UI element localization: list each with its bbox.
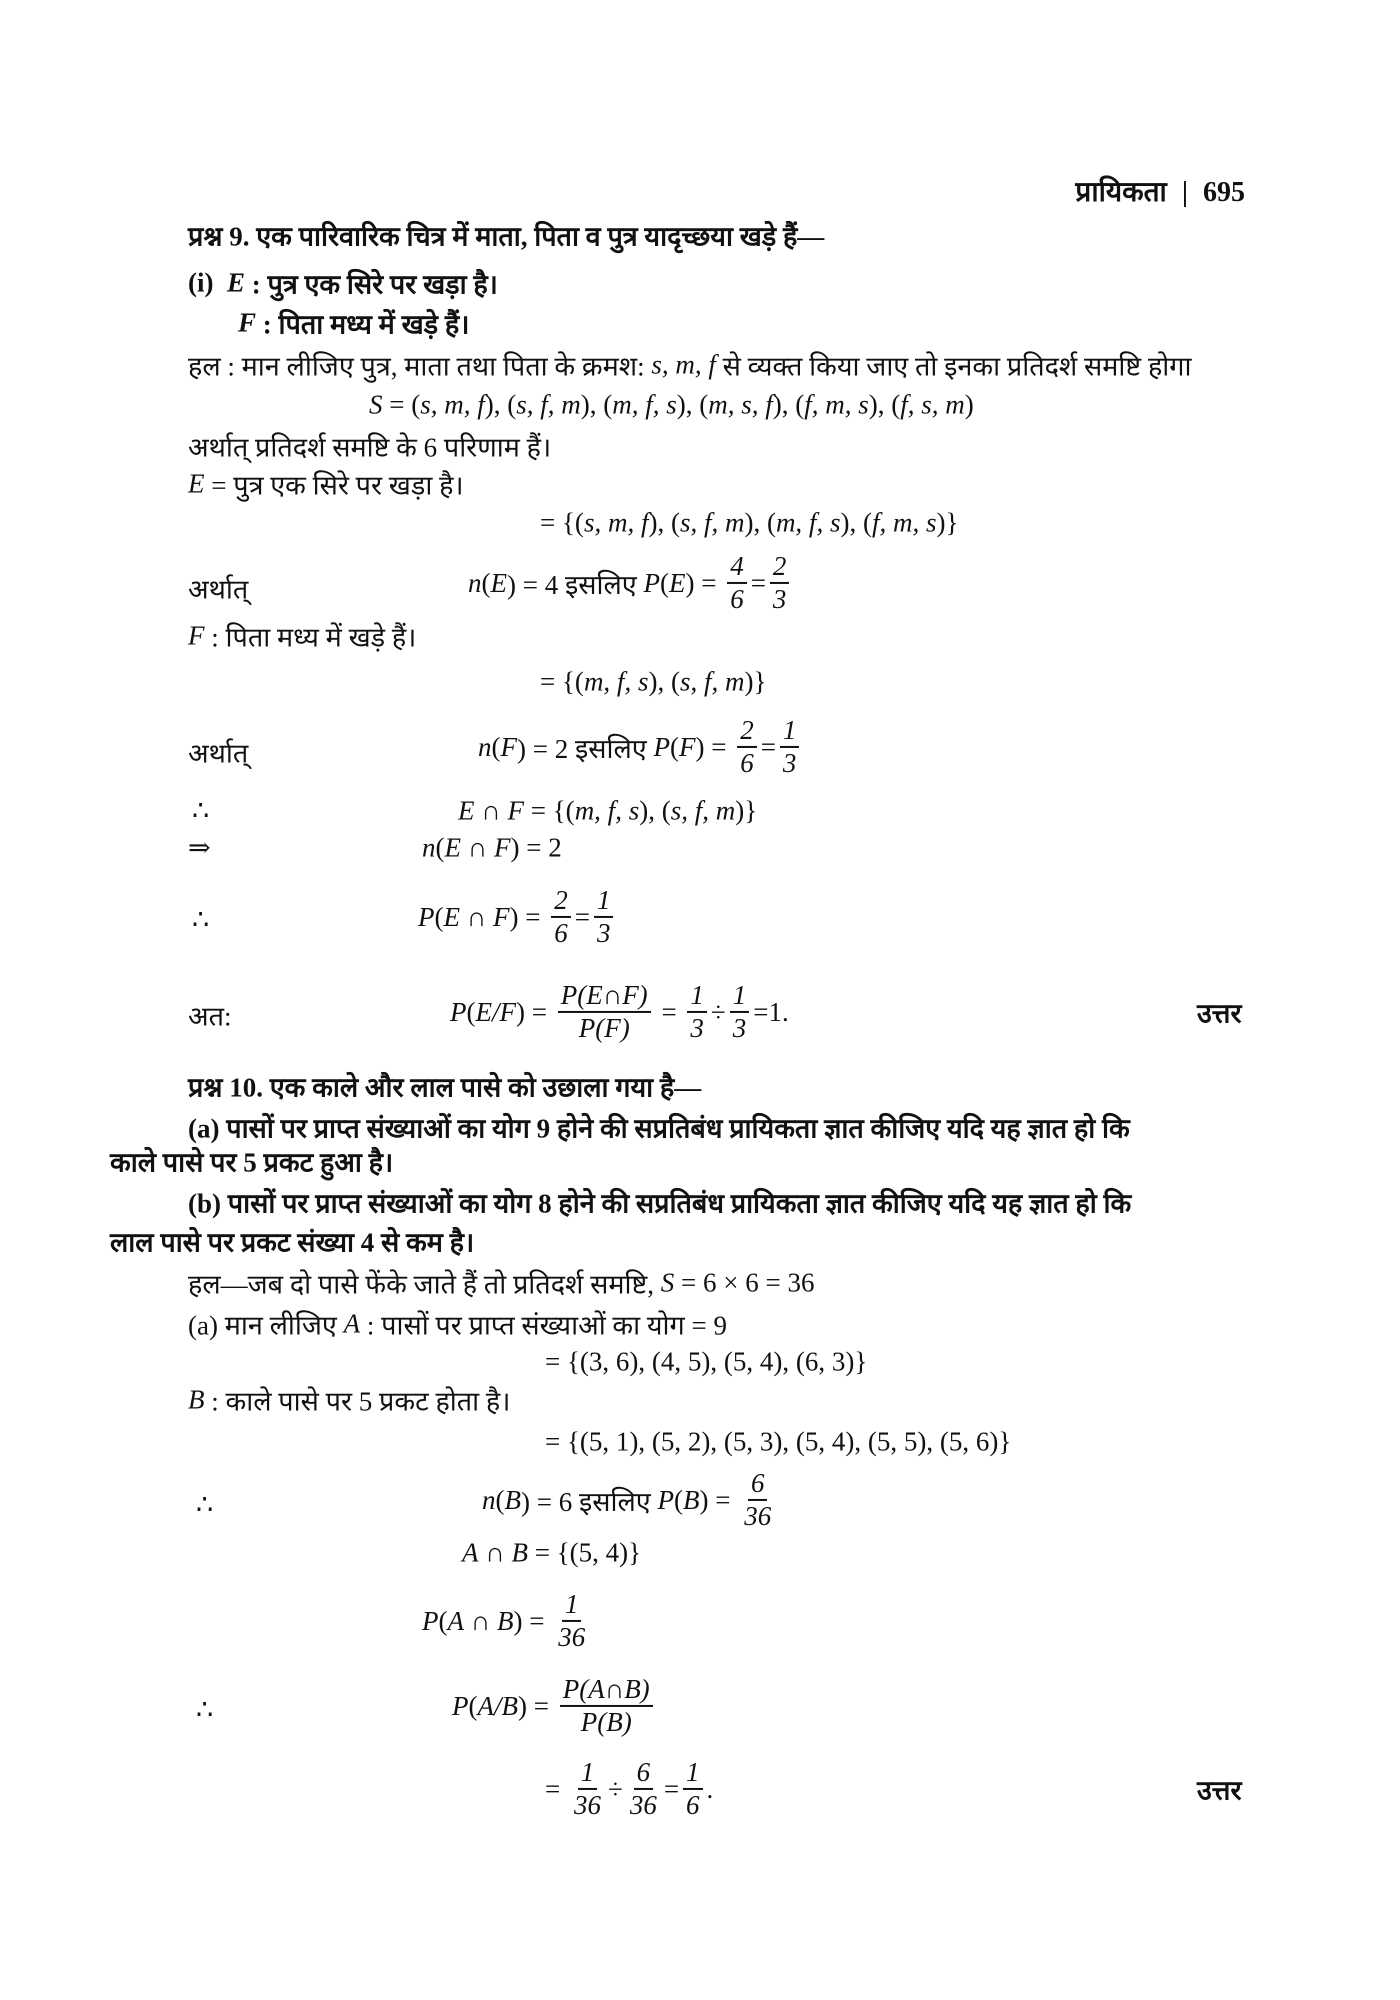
text-segment: ) = [509,901,548,932]
math-variable: F [238,307,257,338]
math-variable: B [188,1384,205,1415]
math-variable: B [504,1484,521,1515]
math-variable: E [188,468,205,499]
text-segment: = [663,1773,680,1804]
math-variable: E [668,567,686,598]
fraction-denominator: 6 [730,584,744,614]
fraction-denominator: 6 [740,748,754,778]
text-segment: = [545,1773,567,1804]
event-b-set [545,1427,1011,1458]
event-e-statement [188,466,464,503]
intersection-ef [458,796,757,827]
text-segment: ( [481,567,491,598]
implies-symbol [188,833,211,864]
fraction [730,980,750,1044]
fraction-denominator: 6 [554,918,568,948]
probability-f [478,715,803,779]
fraction [627,1757,660,1821]
header-separator: | [1181,177,1188,208]
text-segment: (a) पासों पर प्राप्त संख्याओं का योग 9 होने की सप्रतिबंध प्रायिकता ज्ञात कीजिए यदि यह ज्ञात हो कि [188,1113,1130,1144]
fraction-denominator: P(F) [578,1013,630,1043]
solution-9-intro [188,347,1191,384]
math-variable: F [678,731,696,762]
fraction [560,1674,653,1738]
event-a-definition [188,1306,727,1343]
text-segment: ÷ [710,996,726,1027]
text-segment: = {( [540,507,584,538]
math-variable: P [657,1484,674,1515]
text-segment: = {(3, 6), (4, 5), (5, 4), (6, 3)} [545,1346,868,1377]
sample-space [369,390,974,421]
question-10 [188,1068,701,1105]
fraction-numerator: 2 [737,715,757,748]
probability-b [482,1468,778,1532]
event-e-definition [188,265,498,302]
text-segment: ) = [518,1690,556,1721]
probability-e [468,551,793,615]
text-segment: प्रश्न 10. एक काले और लाल पासे को उछाला गया है— [188,1072,702,1103]
math-variable: P [452,1690,469,1721]
fraction-numerator: 1 [683,1757,703,1790]
answer-label: उत्तर [1197,998,1242,1029]
text-segment: (i) [188,267,227,298]
text-segment: अर्थात् [188,738,249,769]
math-variable: A [447,1605,464,1636]
math-variable: E [226,267,245,298]
text-segment: = ( [382,389,421,420]
text-segment: ( [495,1484,505,1515]
fraction-denominator: 3 [690,1013,704,1043]
text-segment: काले पासे पर 5 प्रकट हुआ है। [110,1147,394,1178]
text-segment: ), ( [772,389,805,420]
text-segment: = 6 × 6 = 36 [674,1267,815,1298]
therefore-label [188,570,248,607]
solution-10-intro [188,1265,814,1302]
math-variable: F [500,731,517,762]
event-b-definition [188,1382,511,1419]
text-segment: अत: [188,1001,232,1032]
fraction-numerator: 1 [562,1589,582,1622]
math-variable: m, f, s [612,389,677,420]
conditional-probability-a-given-b [452,1674,657,1738]
math-variable: S [660,1267,675,1298]
text-segment: ), ( [484,389,517,420]
fraction [741,1468,774,1532]
text-segment: = [574,901,590,932]
math-variable: m, f, s [583,666,649,697]
text-segment: प्रश्न 9. एक पारिवारिक चित्र में माता, पिता व पुत्र यादृच्छया खड़े हैं— [188,221,825,252]
math-variable: P [422,1605,439,1636]
fraction-denominator: 3 [772,584,787,614]
text-segment: (b) पासों पर प्राप्त संख्याओं का योग 8 होने की सप्रतिबंध प्रायिकता ज्ञात कीजिए यदि यह ज्ञात हो कि [188,1188,1132,1219]
fraction-numerator: 2 [551,885,571,918]
text-segment: ), ( [744,507,776,538]
fraction-numerator: 1 [730,980,750,1013]
text-segment: ∩ [478,1537,512,1568]
fraction [551,885,571,949]
text-segment: ), ( [868,389,901,420]
text-segment: = पुत्र एक सिरे पर खड़ा है। [204,470,464,501]
fraction [558,980,651,1044]
probability-ef [418,885,617,949]
text-segment: = {( [540,666,584,697]
math-variable: s, f, m [679,666,745,697]
math-variable: A [343,1308,361,1339]
text-segment: ) = [513,1605,552,1636]
event-f-definition [238,305,469,342]
text-segment: ∩ [461,832,494,863]
text-segment: ( [468,1690,478,1721]
math-variable: s, f, m [670,795,736,826]
text-segment: ∩ [460,901,493,932]
math-variable: m, s, f [708,389,773,420]
text-segment: ), ( [639,795,671,826]
math-variable: n [482,1484,496,1515]
count-ef [422,833,562,864]
math-variable: P [418,901,435,932]
text-segment: = {(5, 4)} [528,1537,642,1568]
fraction-numerator: 1 [687,980,707,1013]
fraction-denominator: 36 [558,1622,586,1652]
question-10b [188,1184,1131,1221]
math-variable: P [643,567,660,598]
text-segment: अर्थात् प्रतिदर्श समष्टि के 6 परिणाम हैं। [188,432,552,463]
text-segment: )} [936,507,959,538]
math-variable: E [490,567,507,598]
text-segment: ) [964,389,974,420]
text-segment: ), ( [840,507,872,538]
math-variable: n [478,731,492,762]
intersection-ab [462,1538,641,1569]
text-segment: ), ( [648,666,680,697]
math-variable: n [468,567,482,598]
math-variable: m, f, s [775,507,841,538]
text-segment: ( [466,996,476,1027]
fraction-denominator: 6 [686,1790,700,1820]
fraction-numerator: 1 [780,715,800,748]
text-segment: ( [491,731,501,762]
text-segment: : पुत्र एक सिरे पर खड़ा है। [245,269,498,300]
text-segment: ∴ [192,904,210,935]
fraction [683,1757,703,1821]
text-segment: = {( [524,795,575,826]
text-segment: ) = [516,996,554,1027]
text-segment: ) = 2 [510,832,562,863]
math-variable: s, f, m [679,507,745,538]
page-number: 695 [1203,177,1245,208]
text-segment: ( [659,567,669,598]
fraction [770,551,790,615]
text-segment: =1. [753,996,789,1027]
therefore-symbol [196,1695,213,1726]
text-segment: ∴ [192,795,210,826]
text-segment: ( [669,731,679,762]
text-segment: : पिता मध्य में खड़े हैं। [204,622,417,653]
text-segment: ) = 4 इसलिए [507,569,644,600]
therefore-symbol [196,1490,213,1521]
text-segment: ( [438,1605,448,1636]
text-segment: : पिता मध्य में खड़े हैं। [256,309,470,340]
event-a-set [545,1347,867,1378]
text-segment: )} [744,666,767,697]
therefore-label [188,734,248,771]
text-segment: ÷ [607,1773,623,1804]
math-variable: F [493,901,510,932]
fraction-numerator: 2 [770,551,790,584]
fraction-numerator: P(E∩F) [558,980,651,1013]
fraction [727,551,747,615]
fraction [780,715,800,779]
therefore-symbol [192,905,209,936]
math-variable: n [422,832,436,863]
hence-label [188,997,232,1034]
math-variable: E/F [475,996,516,1027]
text-segment: ) = 2 इसलिए [517,733,654,764]
fraction [555,1589,588,1653]
fraction-numerator: P(A∩B) [560,1674,653,1707]
fraction-numerator: 1 [594,885,614,918]
text-segment: . [706,1773,714,1804]
math-variable: P [450,996,467,1027]
question-10a [188,1109,1130,1146]
fraction [687,980,707,1044]
text-segment: ) = 6 इसलिए [521,1486,658,1517]
math-variable: s, m, f [651,349,716,380]
text-segment: ⇒ [188,832,211,863]
math-variable: E [458,795,475,826]
text-segment: ), ( [676,389,709,420]
fraction [571,1757,604,1821]
text-segment: ∩ [474,795,508,826]
fraction-numerator: 1 [578,1757,598,1790]
outcomes-count [188,428,551,465]
chapter-title: प्रायिकता [1075,177,1167,208]
math-variable: S [369,389,383,420]
math-variable: P [653,731,670,762]
math-variable: f, m, s [871,507,937,538]
math-variable: B [497,1605,514,1636]
text-segment: लाल पासे पर प्रकट संख्या 4 से कम है। [110,1227,475,1258]
fraction-denominator: 36 [629,1790,657,1820]
math-variable: m, f, s [574,795,640,826]
fraction-numerator: 4 [727,551,747,584]
text-segment: ) = [695,731,734,762]
probability-ab [422,1589,592,1653]
event-e-set [540,508,958,539]
text-segment: ) = [699,1484,738,1515]
text-segment: ) = [685,567,724,598]
text-segment: = [750,567,766,598]
question-9 [188,217,824,254]
math-variable: E [443,901,460,932]
text-segment: (a) मान लीजिए [188,1310,344,1341]
text-segment: अर्थात् [188,574,249,605]
page-header [1075,172,1245,210]
math-variable: A [462,1537,479,1568]
fraction-denominator: 3 [782,748,797,778]
math-variable: B [682,1484,700,1515]
math-variable: f, s, m [900,389,965,420]
text-segment: हल : मान लीजिए पुत्र, माता तथा पिता के क्रमश: [188,351,652,382]
text-segment: ), ( [648,507,680,538]
math-variable: s, f, m [516,389,581,420]
text-segment: ( [434,901,444,932]
text-segment: = {(5, 1), (5, 2), (5, 3), (5, 4), (5, 5), (5, 6)} [545,1426,1012,1457]
text-segment: से व्यक्त किया जाए तो इनका प्रतिदर्श समष्टि होगा [715,351,1192,382]
fraction-denominator: 3 [732,1013,747,1043]
text-segment: ∴ [196,1489,214,1520]
fraction-denominator: 3 [596,918,611,948]
fraction-denominator: 36 [573,1790,601,1820]
answer-label: उत्तर [1197,1775,1242,1806]
fraction [737,715,757,779]
math-variable: f, m, s [804,389,869,420]
question-10a-cont [110,1143,393,1180]
text-segment: ), ( [580,389,613,420]
math-variable: s, m, f [420,389,485,420]
fraction-numerator: 6 [748,1468,768,1501]
final-result [545,1757,713,1821]
question-10b-cont [110,1223,474,1260]
math-variable: B [511,1537,528,1568]
text-segment: ( [673,1484,683,1515]
text-segment: हल—जब दो पासे फेंके जाते हैं तो प्रतिदर्श समष्टि, [188,1269,661,1300]
math-variable: F [507,795,524,826]
conditional-probability-e-given-f [450,980,789,1044]
math-variable: F [494,832,511,863]
text-segment: )} [735,795,758,826]
fraction-denominator: 36 [744,1501,772,1531]
text-segment: : पासों पर प्राप्त संख्याओं का योग = 9 [360,1310,727,1341]
text-segment: ( [435,832,445,863]
math-variable: A/B [477,1690,518,1721]
text-segment: ∩ [464,1605,497,1636]
math-variable: s, m, f [583,507,649,538]
math-variable: F [188,620,205,651]
fraction-denominator: P(B) [580,1707,632,1737]
therefore-symbol [192,796,209,827]
event-f-set [540,667,766,698]
event-f-statement [188,618,416,655]
text-segment: = [760,731,776,762]
text-segment: ∴ [196,1694,214,1725]
fraction [594,885,614,949]
text-segment: = [654,996,684,1027]
math-variable: E [444,832,461,863]
text-segment: : काले पासे पर 5 प्रकट होता है। [204,1386,511,1417]
fraction-numerator: 6 [634,1757,654,1790]
